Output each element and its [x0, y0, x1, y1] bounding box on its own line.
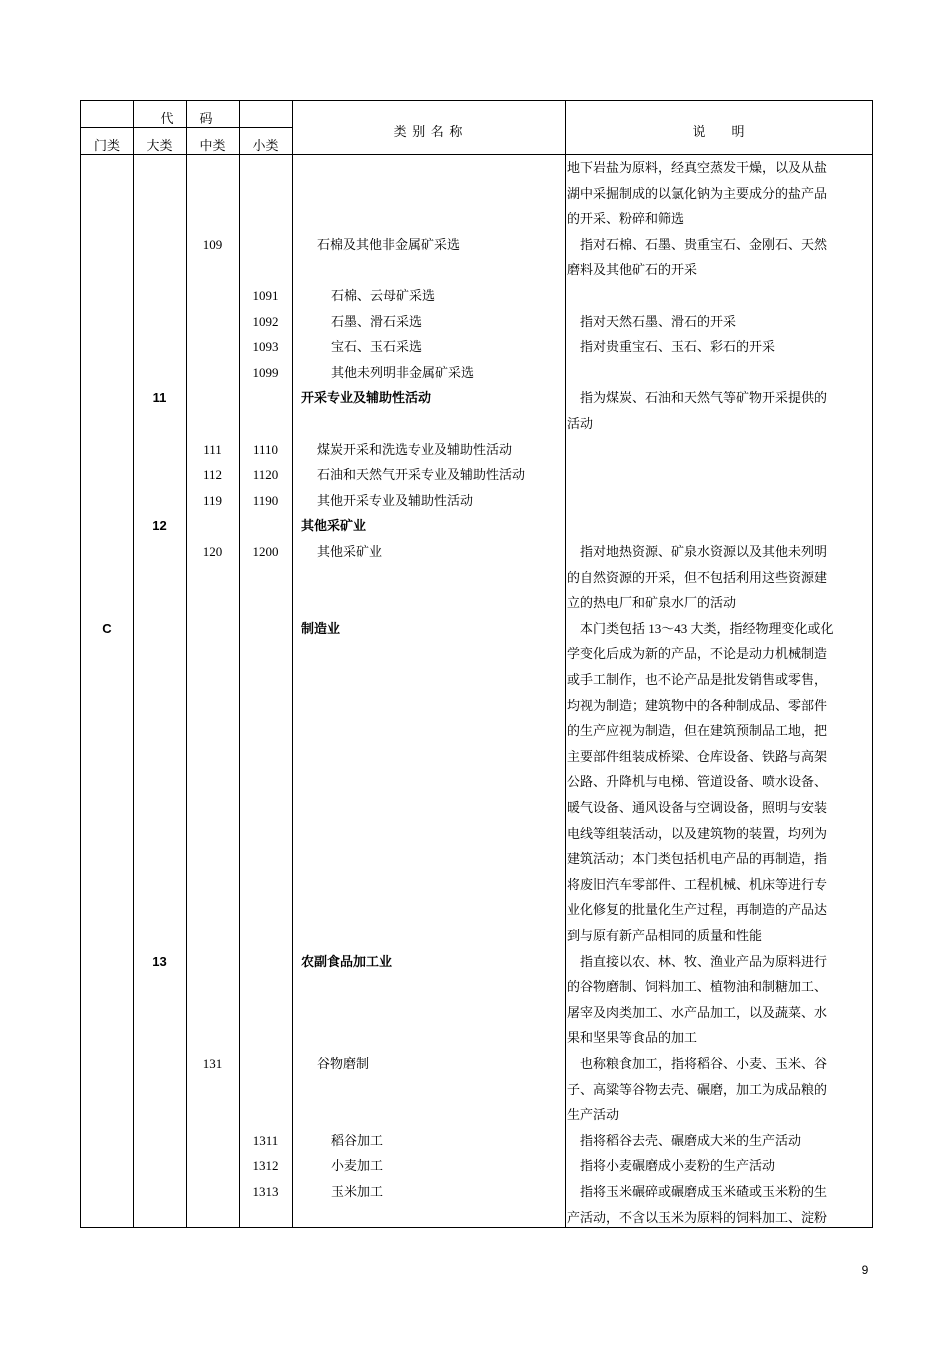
- description-text: [567, 539, 865, 616]
- description-line: 的生产应视为制造，但在建筑预制品工地，把: [567, 723, 828, 739]
- header-category-name: 类 别 名 称: [393, 124, 464, 139]
- description-line: 暖气设备、通风设备与空调设备，照明与安装: [567, 799, 828, 815]
- description-line: 地下岩盐为原料，经真空蒸发干燥，以及从盐: [567, 160, 828, 175]
- header-description: 说 明: [692, 124, 745, 139]
- category-name: 石油和天然气开采专业及辅助性活动: [317, 467, 526, 483]
- description-line: 主要部件组装成桥梁、仓库设备、铁路与高架: [567, 748, 828, 764]
- category-name: 其他采矿业: [317, 544, 383, 559]
- description-line: 将废旧汽车零部件、工程机械、机床等进行专: [567, 876, 828, 892]
- table-row: [81, 437, 872, 463]
- description-text: [567, 309, 865, 335]
- description-line: 均视为制造；建筑物中的各种制成品、零部件: [567, 697, 828, 713]
- dalei-code: 12: [152, 518, 167, 534]
- description-text: [567, 949, 865, 1051]
- description-line: 产活动，不含以玉米为原料的饲料加工、淀粉: [567, 1209, 828, 1225]
- description-line: 公路、升降机与电梯、管道设备、喷水设备、: [567, 774, 828, 790]
- description-line: 指为煤炭、石油和天然气等矿物开采提供的: [567, 390, 828, 406]
- description-line: 学变化后成为新的产品，不论是动力机械制造: [567, 646, 828, 662]
- description-text: [567, 616, 865, 949]
- description-line: 活动: [567, 415, 594, 431]
- description-text: [567, 155, 865, 232]
- description-text: [567, 1153, 865, 1179]
- category-name: 谷物磨制: [317, 1056, 370, 1071]
- category-name: 其他开采专业及辅助性活动: [317, 492, 474, 508]
- category-name: 宝石、玉石采选: [331, 339, 423, 355]
- xiaolei-code: 1312: [252, 1158, 279, 1174]
- description-text: [567, 334, 865, 360]
- description-text: [567, 1128, 865, 1154]
- description-line: 指直接以农、林、牧、渔业产品为原料进行: [567, 953, 828, 969]
- header-menlei: 门类: [93, 138, 120, 153]
- description-line: 电线等组装活动，以及建筑物的装置，均列为: [567, 825, 828, 841]
- xiaolei-code: 1311: [252, 1132, 279, 1148]
- page-number: 9: [861, 1263, 869, 1277]
- description-line: 指将小麦碾磨成小麦粉的生产活动: [567, 1158, 776, 1174]
- category-name: 玉米加工: [331, 1184, 384, 1199]
- description-text: [567, 1051, 865, 1128]
- description-line: 也称粮食加工，指将稻谷、小麦、玉米、谷: [567, 1056, 828, 1071]
- dalei-code: 13: [152, 953, 167, 969]
- description-line: 指对天然石墨、滑石的开采: [567, 313, 737, 329]
- category-name: 农副食品加工业: [301, 953, 393, 969]
- category-name: 其他采矿业: [301, 518, 367, 534]
- description-line: 子、高粱等谷物去壳、碾磨，加工为成品粮的: [567, 1081, 828, 1097]
- description-line: 立的热电厂和矿泉水厂的活动: [567, 595, 737, 611]
- category-name: 开采专业及辅助性活动: [301, 390, 432, 406]
- description-line: 指将稻谷去壳、碾磨成大米的生产活动: [567, 1132, 802, 1148]
- description-text: [567, 232, 865, 283]
- description-line: 到与原有新产品相同的质量和性能: [567, 927, 763, 943]
- description-line: 指对地热资源、矿泉水资源以及其他未列明: [567, 544, 828, 559]
- header-code-label: 代 码: [160, 111, 213, 126]
- category-name: 其他未列明非金属矿采选: [331, 364, 475, 380]
- table-row: [81, 283, 872, 309]
- category-name: 小麦加工: [331, 1158, 384, 1174]
- description-text: [567, 1179, 865, 1230]
- xiaolei-code: 1313: [252, 1184, 279, 1199]
- header-xiaolei: 小类: [252, 138, 279, 153]
- table-row: [81, 513, 872, 539]
- description-line: 指将玉米碾碎或碾磨成玉米碴或玉米粉的生: [567, 1184, 828, 1199]
- description-line: 本门类包括 13～43 大类，指经物理变化或化: [567, 620, 834, 636]
- category-name: 石棉及其他非金属矿采选: [317, 236, 461, 252]
- description-line: 湖中采掘制成的以氯化钠为主要成分的盐产品: [567, 185, 828, 201]
- table-row: [81, 360, 872, 386]
- description-line: 屠宰及肉类加工、水产品加工，以及蔬菜、水: [567, 1004, 828, 1020]
- header-divider: [81, 127, 292, 128]
- description-line: 的自然资源的开采，但不包括利用这些资源建: [567, 569, 828, 585]
- table-row: [81, 488, 872, 514]
- category-name: 石棉、云母矿采选: [331, 288, 436, 303]
- description-line: 生产活动: [567, 1107, 620, 1123]
- classification-table: [80, 100, 873, 1228]
- category-name: 煤炭开采和洗选专业及辅助性活动: [317, 441, 513, 457]
- xiaolei-code: 1120: [252, 467, 279, 483]
- xiaolei-code: 1190: [252, 492, 279, 508]
- category-name: 制造业: [301, 620, 341, 636]
- dalei-code: 11: [152, 390, 167, 406]
- description-text: [567, 385, 865, 436]
- description-line: 指对石棉、石墨、贵重宝石、金刚石、天然: [567, 236, 828, 252]
- xiaolei-code: 1110: [252, 441, 279, 457]
- header-zhonglei: 中类: [199, 138, 226, 153]
- xiaolei-code: 1091: [252, 288, 279, 303]
- zhonglei-code: 111: [203, 441, 222, 457]
- description-line: 指对贵重宝石、玉石、彩石的开采: [567, 339, 776, 355]
- description-line: 建筑活动；本门类包括机电产品的再制造，指: [567, 851, 828, 867]
- xiaolei-code: 1093: [252, 339, 279, 355]
- description-line: 或手工制作，也不论产品是批发销售或零售，: [567, 671, 828, 687]
- description-line: 的谷物磨制、饲料加工、植物油和制糖加工、: [567, 979, 828, 995]
- menlei-code: C: [102, 620, 112, 636]
- xiaolei-code: 1200: [252, 544, 279, 559]
- xiaolei-code: 1092: [252, 313, 279, 329]
- description-line: 的开采、粉碎和筛选: [567, 211, 685, 227]
- description-line: 磨料及其他矿石的开采: [567, 262, 698, 278]
- category-name: 石墨、滑石采选: [331, 313, 423, 329]
- description-line: 果和坚果等食品的加工: [567, 1030, 698, 1046]
- description-line: 业化修复的批量化生产过程，再制造的产品达: [567, 902, 828, 918]
- table-row: [81, 462, 872, 488]
- zhonglei-code: 112: [202, 467, 223, 483]
- zhonglei-code: 120: [202, 544, 223, 559]
- xiaolei-code: 1099: [252, 364, 279, 380]
- zhonglei-code: 119: [202, 492, 223, 508]
- zhonglei-code: 109: [202, 236, 223, 252]
- header-dalei: 大类: [146, 138, 173, 153]
- zhonglei-code: 131: [202, 1056, 223, 1071]
- category-name: 稻谷加工: [331, 1132, 384, 1148]
